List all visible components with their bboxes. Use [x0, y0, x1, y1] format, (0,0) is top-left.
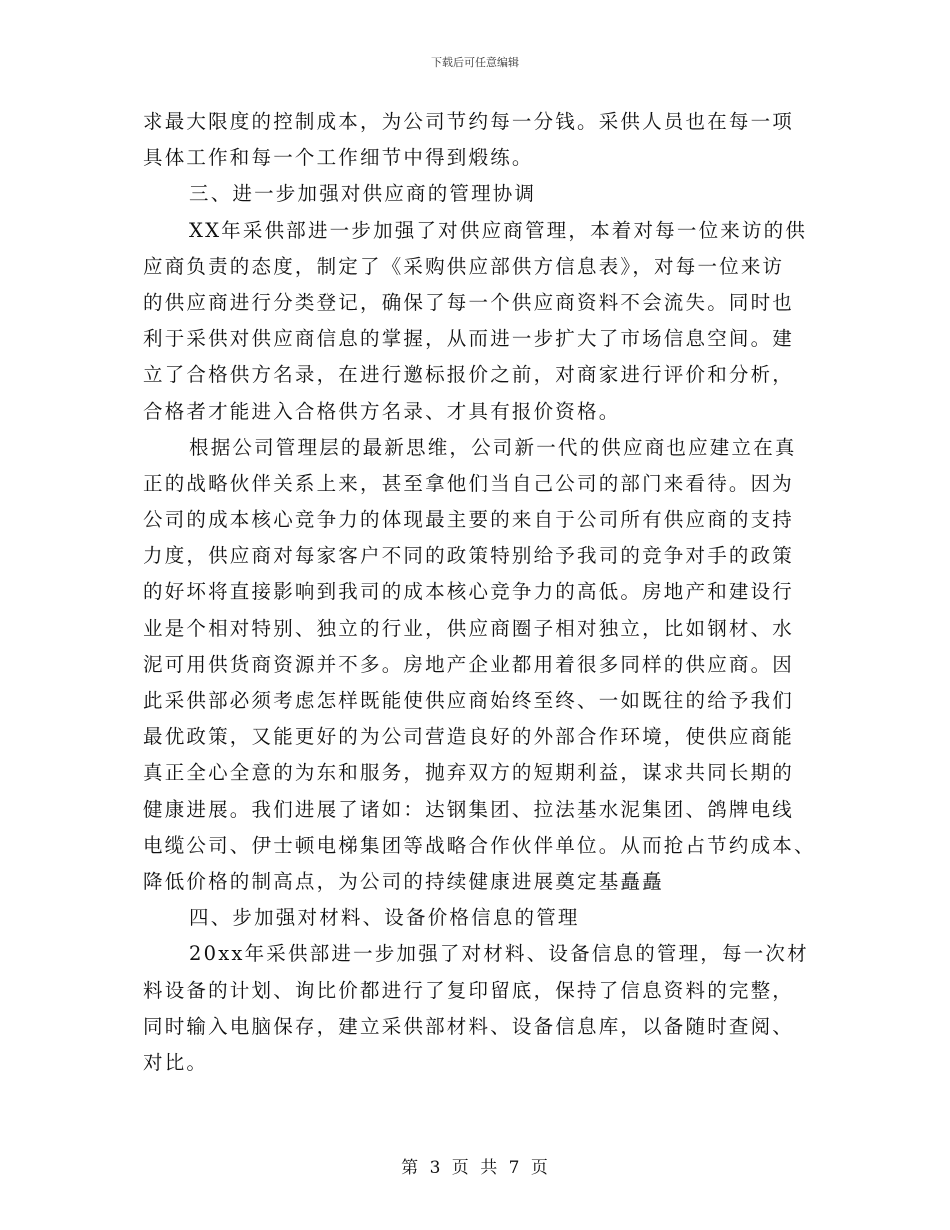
- text-line: 泥可用供货商资源并不多。房地产企业都用着很多同样的供应商。因: [143, 652, 795, 676]
- text-line: 同时输入电脑保存，建立采供部材料、设备信息库，以备随时查阅、: [143, 1014, 795, 1038]
- text-line: 应商负责的态度，制定了《采购供应部供方信息表》，对每一位来访: [143, 254, 785, 278]
- text-line: 四、步加强对材料、设备价格信息的管理: [189, 906, 580, 930]
- text-line: 最优政策，又能更好的为公司营造良好的外部合作环境，使供应商能: [143, 725, 795, 749]
- text-line: 此采供部必须考虑怎样既能使供应商始终至终、一如既往的给予我们: [143, 689, 795, 712]
- text-line: 具体工作和每一个工作细节中得到煅练。: [143, 146, 534, 170]
- text-line: 料设备的计划、询比价都进行了复印留底，保持了信息资料的完整，: [143, 978, 795, 1002]
- text-line: 的好坏将直接影响到我司的成本核心竞争力的高低。房地产和建设行: [143, 580, 795, 604]
- page-header: 下载后可任意编辑: [431, 56, 519, 69]
- document-body: [143, 104, 816, 1081]
- text-line: XX年采供部进一步加强了对供应商管理，本着对每一位来访的供: [189, 218, 808, 242]
- text-line: 正的战略伙伴关系上来，甚至拿他们当自己公司的部门来看待。因为: [143, 471, 795, 495]
- text-line: 业是个相对特别、独立的行业，供应商圈子相对独立，比如钢材、水: [143, 616, 795, 640]
- text-line: 健康进展。我们进展了诸如：达钢集团、拉法基水泥集团、鸽牌电线: [143, 797, 795, 821]
- text-line: 合格者才能进入合格供方名录、才具有报价资格。: [143, 399, 621, 423]
- page-footer: 第 3 页 共 7 页: [401, 1158, 549, 1178]
- text-line: 立了合格供方名录，在进行邀标报价之前，对商家进行评价和分析，: [143, 363, 795, 387]
- text-line: 真正全心全意的为东和服务，抛弃双方的短期利益，谋求共同长期的: [143, 761, 795, 785]
- text-line: 降低价格的制高点，为公司的持续健康进展奠定基矗矗: [143, 869, 664, 893]
- text-line: 对比。: [143, 1050, 209, 1074]
- text-line: 求最大限度的控制成本，为公司节约每一分钱。采供人员也在每一项: [143, 110, 795, 133]
- text-line: 公司的成本核心竞争力的体现最主要的来自于公司所有供应商的支持: [143, 508, 795, 532]
- text-line: 20xx年采供部进一步加强了对材料、设备信息的管理，每一次材: [189, 942, 809, 966]
- text-line: 的供应商进行分类登记，确保了每一个供应商资料不会流失。同时也: [143, 290, 795, 314]
- text-line: 三、进一步加强对供应商的管理协调: [189, 182, 537, 206]
- text-line: 根据公司管理层的最新思维，公司新一代的供应商也应建立在真: [189, 435, 797, 459]
- text-line: 电缆公司、伊士顿电梯集团等战略合作伙伴单位。从而抢占节约成本、: [143, 833, 816, 857]
- text-line: 利于采供对供应商信息的掌握，从而进一步扩大了市场信息空间。建: [143, 327, 795, 351]
- text-line: 力度，供应商对每家客户不同的政策特别给予我司的竞争对手的政策: [143, 544, 795, 568]
